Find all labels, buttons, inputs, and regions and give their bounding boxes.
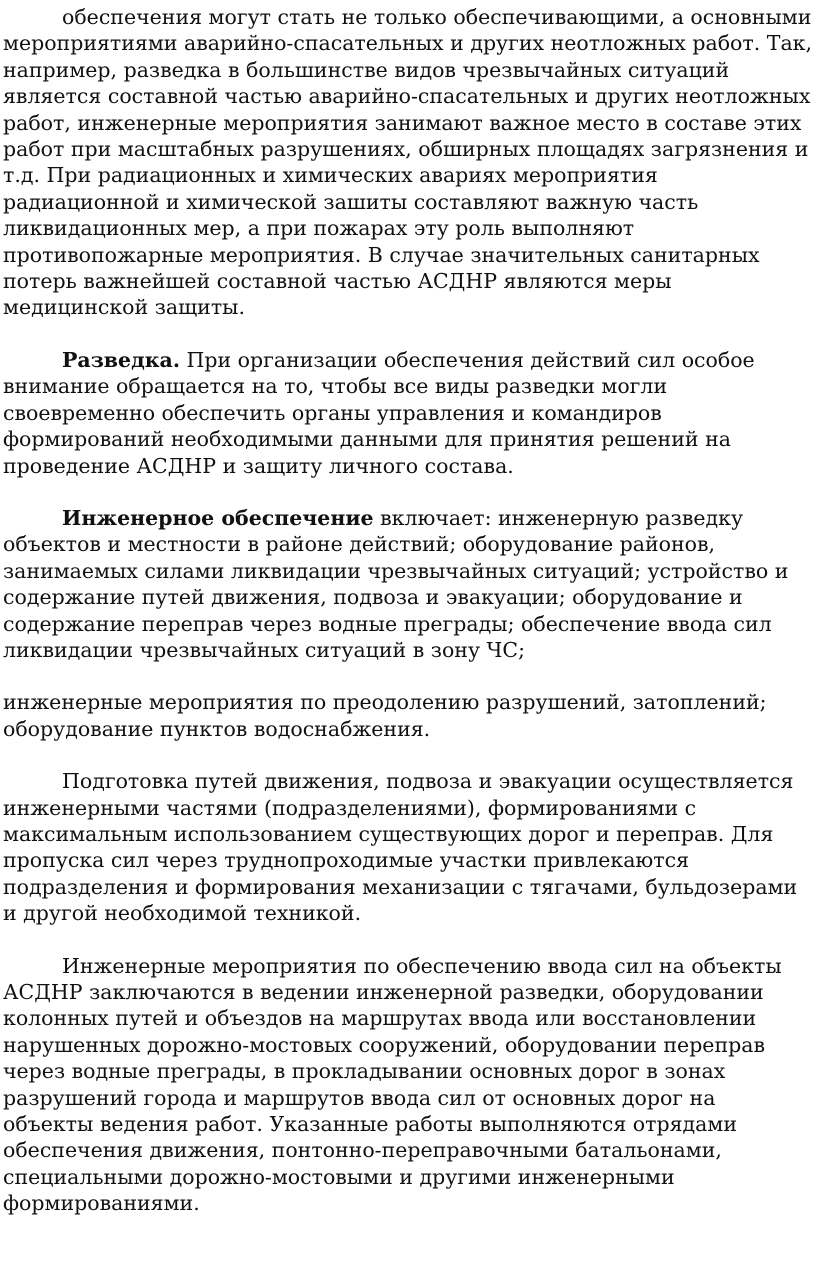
paragraph-route-preparation [3, 768, 812, 926]
paragraph-text: При организации обеспечения действий сил особое внимание обращается на то, чтобы все виды разведки могли своевременно обеспечить органы управления и командиров формирований необходимыми данными для принятия решений на проведение АСДНР и защиту личного состава. [3, 347, 755, 478]
paragraph-heading: Разведка. [62, 347, 180, 372]
paragraph-text: обеспечения могут стать не только обеспечивающими, а основными мероприятиями аварийно-спасательных и других неотложных работ. Так, например, разведка в большинстве видов чрезвычайных ситуаций является составной частью аварийно-спасательных и других неотложных работ, инженерные мероприятия занимают важное место в составе этих работ при масштабных разрушениях, обширных площадях загрязнения и т.д. При радиационных и химических авариях мероприятия радиационной и химической зашиты составляют важную часть ликвидационных мер, а при пожарах эту роль выполняют противопожарные мероприятия. В случае значительных санитарных потерь важнейшей составной частью АСДНР являются меры медицинской защиты. [3, 5, 812, 320]
paragraph-text: Подготовка путей движения, подвоза и эвакуации осуществляется инженерными частями (подразделениями), формированиями с максимальным использованием существующих дорог и переправ. Для пропуска сил через труднопроходимые участки привлекаются подразделения и формирования механизации с тягачами, бульдозерами и другой необходимой техникой. [3, 769, 798, 926]
paragraph-text: инженерные мероприятия по преодолению разрушений, затоплений; оборудование пунктов водоснабжения. [3, 690, 767, 741]
paragraph-heading: Инженерное обеспечение [62, 505, 374, 530]
paragraph-text: включает: инженерную разведку объектов и местности в районе действий; оборудование районов, занимаемых силами ликвидации чрезвычайных ситуаций; устройство и содержание путей движения, подвоза и эвакуации; оборудование и содержание переправ через водные преграды; обеспечение ввода сил ликвидации чрезвычайных ситуаций в зону ЧС; [3, 505, 789, 662]
paragraph-text: Инженерные мероприятия по обеспечению ввода сил на объекты АСДНР заключаются в ведении инженерной разведки, оборудовании колонных путей и объездов на маршрутах ввода или восстановлении нарушенных дорожно-мостовых сооружений, оборудовании переправ через водные преграды, в прокладывании основных дорог в зонах разрушений города и маршрутов ввода сил от основных дорог на объекты ведения работ. Указанные работы выполняются отрядами обеспечения движения, понтонно-переправочными батальонами, специальными дорожно-мостовыми и другими инженерными формированиями. [3, 953, 782, 1216]
paragraph-engineering-measures [3, 689, 812, 742]
paragraph-reconnaissance [3, 347, 812, 479]
paragraph-force-entry [3, 953, 812, 1217]
paragraph-continuation [3, 4, 812, 321]
paragraph-engineering-support [3, 505, 812, 663]
